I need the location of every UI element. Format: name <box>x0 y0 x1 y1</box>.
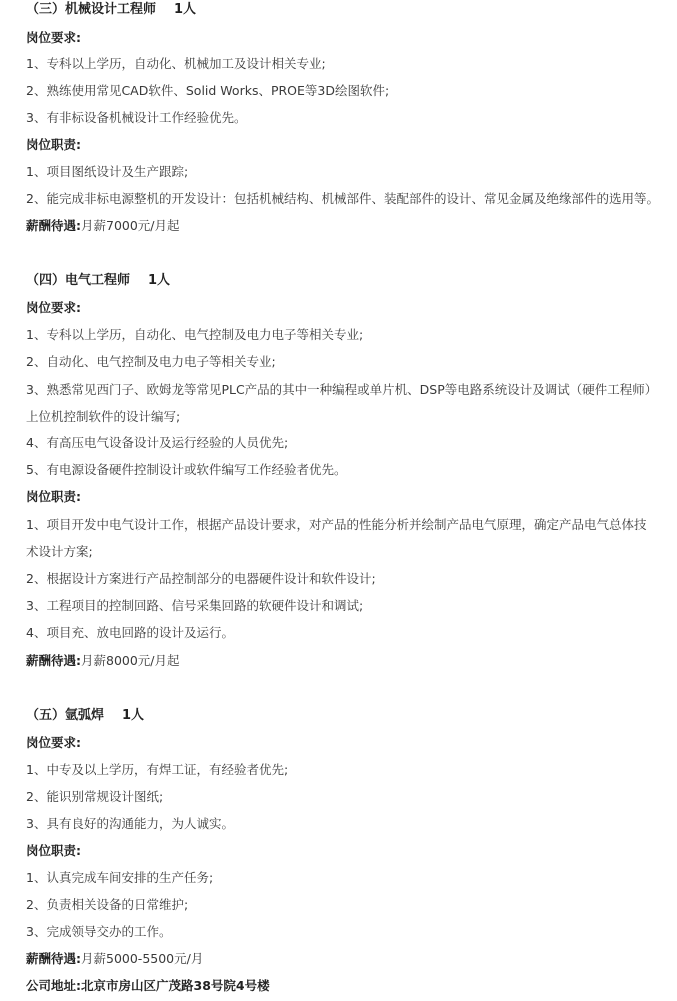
duty-item: 1、项目图纸设计及生产跟踪; <box>26 164 189 179</box>
headcount: 1人 <box>122 708 145 723</box>
duties-label: 岗位职责: <box>26 137 81 152</box>
section-title-welding <box>26 708 144 724</box>
section-title-text: （四）电气工程师 <box>26 273 131 288</box>
duty-item: 2、能完成非标电源整机的开发设计：包括机械结构、机械部件、装配部件的设计、常见金属及绝缘部件的选用等。 <box>26 191 659 206</box>
requirements-label: 岗位要求: <box>26 300 81 315</box>
company-address <box>26 978 270 994</box>
salary-value: 月薪7000元/月起 <box>81 218 180 233</box>
requirement-item: 5、有电源设备硬件控制设计或软件编写工作经验者优先。 <box>26 462 347 477</box>
salary-value: 月薪5000-5500元/月 <box>81 951 204 966</box>
salary-line <box>26 218 180 234</box>
duty-item: 4、项目充、放电回路的设计及运行。 <box>26 625 234 640</box>
requirements-label: 岗位要求: <box>26 30 81 45</box>
salary-line <box>26 951 203 967</box>
address-value: 北京市房山区广茂路38号院4号楼 <box>81 978 270 993</box>
requirement-item: 2、自动化、电气控制及电力电子等相关专业; <box>26 354 276 369</box>
requirement-item: 3、熟悉常见西门子、欧姆龙等常见PLC产品的其中一种编程或单片机、DSP等电路系统设计及调试（硬件工程师）上位机控制软件的设计编写; <box>26 382 652 424</box>
address-label: 公司地址: <box>26 978 81 993</box>
requirement-item: 1、专科以上学历，自动化、机械加工及设计相关专业; <box>26 56 326 71</box>
requirement-item: 1、中专及以上学历，有焊工证，有经验者优先; <box>26 762 289 777</box>
duties-label: 岗位职责: <box>26 843 81 858</box>
duty-item: 2、根据设计方案进行产品控制部分的电器硬件设计和软件设计; <box>26 571 376 586</box>
requirement-item: 4、有高压电气设备设计及运行经验的人员优先; <box>26 435 289 450</box>
headcount: 1人 <box>148 273 171 288</box>
salary-value: 月薪8000元/月起 <box>81 653 180 668</box>
salary-line <box>26 653 180 669</box>
requirement-item: 1、专科以上学历，自动化、电气控制及电力电子等相关专业; <box>26 327 364 342</box>
headcount: 1人 <box>174 2 197 17</box>
duty-item: 1、项目开发中电气设计工作，根据产品设计要求，对产品的性能分析并绘制产品电气原理，确定产品电气总体技术设计方案; <box>26 517 647 559</box>
requirement-item: 3、具有良好的沟通能力，为人诚实。 <box>26 816 234 831</box>
salary-label: 薪酬待遇: <box>26 653 81 668</box>
duty-item: 3、工程项目的控制回路、信号采集回路的软硬件设计和调试; <box>26 598 364 613</box>
section-title-text: （五）氩弧焊 <box>26 708 105 723</box>
duty-item: 2、负责相关设备的日常维护; <box>26 897 189 912</box>
requirement-item: 2、熟练使用常见CAD软件、Solid Works、PROE等3D绘图软件; <box>26 83 390 98</box>
duty-item: 1、认真完成车间安排的生产任务; <box>26 870 214 885</box>
duties-label: 岗位职责: <box>26 489 81 504</box>
salary-label: 薪酬待遇: <box>26 218 81 233</box>
section-title-electrical <box>26 273 170 289</box>
requirement-item: 2、能识别常规设计图纸; <box>26 789 164 804</box>
requirements-label: 岗位要求: <box>26 735 81 750</box>
section-title-text: （三）机械设计工程师 <box>26 2 157 17</box>
salary-label: 薪酬待遇: <box>26 951 81 966</box>
duty-item: 3、完成领导交办的工作。 <box>26 924 172 939</box>
section-title-mechanical <box>26 2 196 18</box>
requirement-item: 3、有非标设备机械设计工作经验优先。 <box>26 110 247 125</box>
